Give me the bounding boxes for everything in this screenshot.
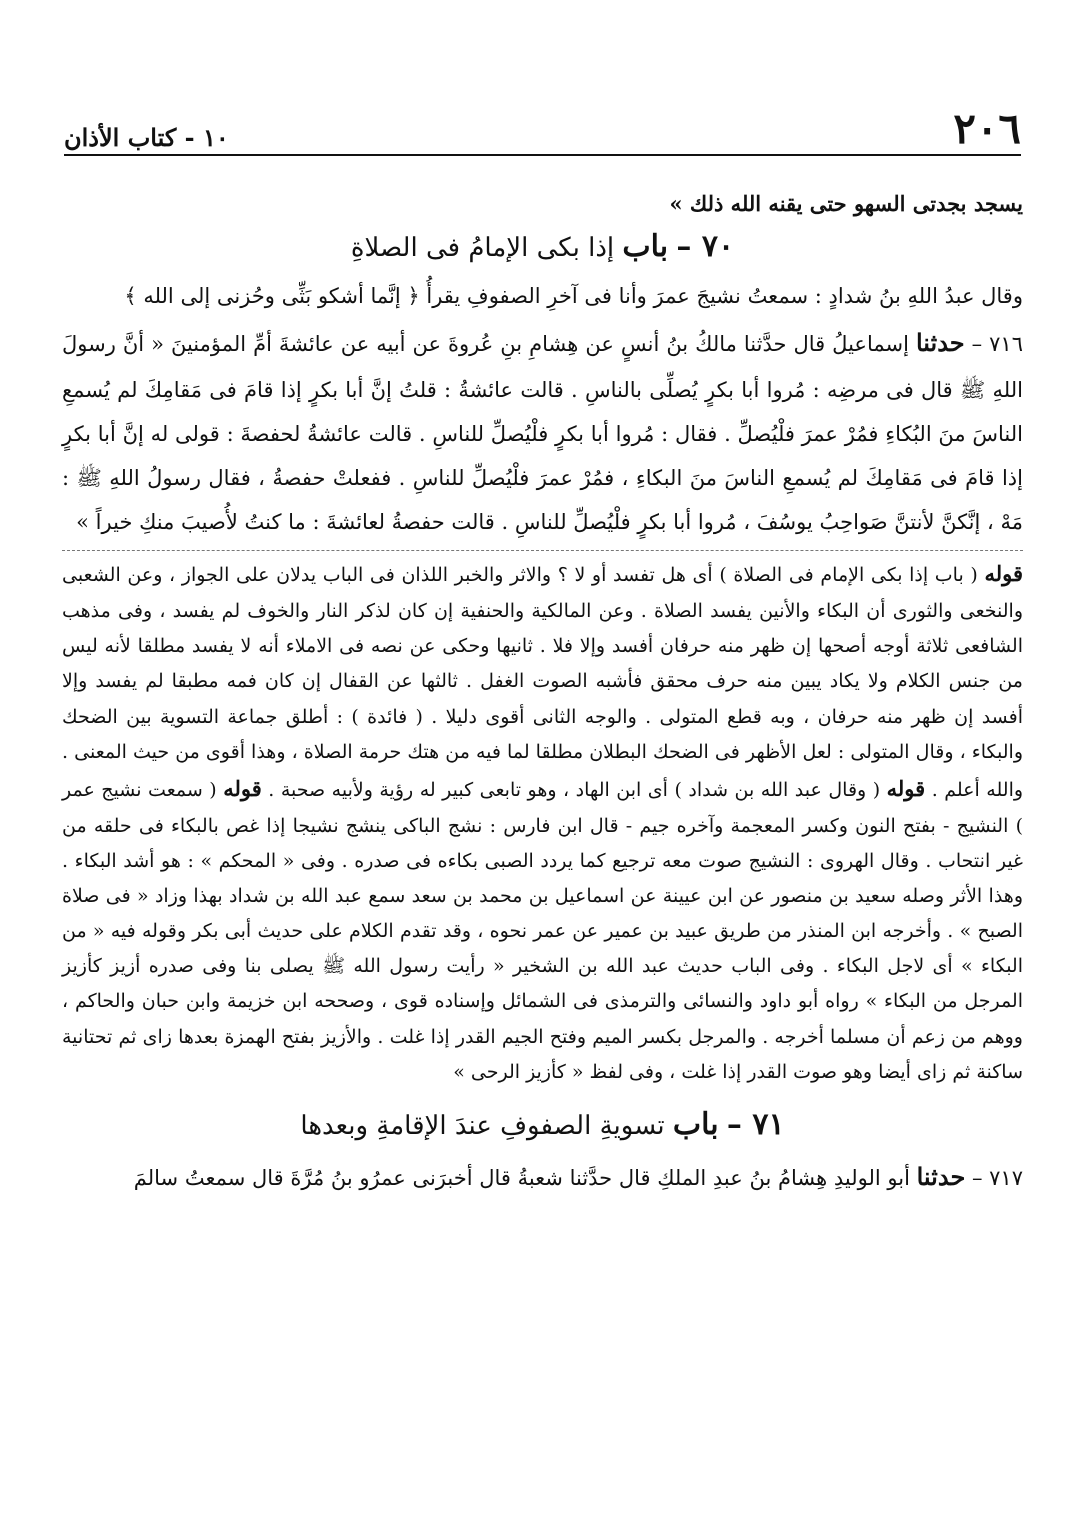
commentary-text: ( باب إذا بكى الإمام فى الصلاة ) أى هل تفسد أو لا ؟ والاثر والخبر اللذان فى الباب يدلان على الجواز ، وعن الشعبى والنخعى والثورى أن البكاء والأنين يفسد الصلاة . وعن المالكية والحنفية إن كان لذكر النار والخوف لم يفسد ، وفى مذهب الشافعى ثلاثة أوجه أصحها إن ظهر منه حرفان أفسد وإلا فلا . ثانيها وحكى عن نصه فى الاملاء أنه لا يفسد مطلقا لأنه ليس من جنس الكلام ولا يكاد يبين منه حرف محقق فأشبه الصوت الغفل . ثالثها عن القفال إن كان فمه مطبقا لم يفسد وإلا أفسد إن ظهر منه حرفان ، وبه قطع المتولى . والوجه الثانى أقوى دليلا . ( فائدة ) : أطلق جماعة التسوية بين الضحك والبكاء ، وقال المتولى : لعل الأظهر فى الضحك البطلان مطلقا لما فيه من هتك حرمة الصلاة ، وهذا أقوى من حيث المعنى . والله أعلم . xyxy=(62,564,1024,801)
chapter-label: باب xyxy=(672,1106,719,1142)
page-header xyxy=(64,100,1021,156)
qawluhu-word: قوله xyxy=(223,775,262,801)
hadith-number: ٧١٦ – xyxy=(971,331,1023,356)
chapter-heading-71 xyxy=(62,1104,1023,1146)
chapter-number: ٧٠ – xyxy=(676,228,735,264)
athar-line: وقال عبدُ اللهِ بنُ شدادٍ : سمعتُ نشيجَ عمرَ وأنا فى آخرِ الصفوفِ يقرأُ ﴿ إنَّما أشكو بَثِّى وحُزنى إلى الله ﴾ xyxy=(124,283,1023,308)
chapter-label: باب xyxy=(622,228,669,264)
hadith-text: أبو الوليدِ هِشامُ بنُ عبدِ الملكِ قال حدَّثنا شعبةُ قال أخبرَنى عمرُو بنُ مُرَّةَ قال سمعتُ سالمَ xyxy=(133,1165,910,1190)
page-content xyxy=(62,188,1023,1202)
chapter-title: تسويةِ الصفوفِ عندَ الإقامةِ وبعدها xyxy=(300,1110,665,1141)
hadith-text: إسماعيلُ قال حدَّثنا مالكُ بنُ أنسٍ عن هِشامِ بنِ عُروةَ عن أبيه عن عائشةَ أمِّ المؤمنينَ « أنَّ رسولَ اللهِ ﷺ قال فى مرضِه : مُروا أبا بكرٍ يُصلِّى بالناسِ . قالت عائشةُ : قلتُ إنَّ أبا بكرٍ إذا قامَ فى مَقامِكَ لم يُسمعِ الناسَ منَ البُكاءِ فمُرْ عمرَ فلْيُصلِّ . فقال : مُروا أبا بكرٍ فلْيُصلِّ للناسِ . قالت عائشةُ لحفصةَ : قولى له إنَّ أبا بكرٍ إذا قامَ فى مَقامِكَ لم يُسمعِ الناسَ منَ البكاءِ ، فمُرْ عمرَ فلْيُصلِّ للناسِ . ففعلتْ حفصةُ ، فقال رسولُ اللهِ ﷺ : مَهْ ، إنَّكنَّ لأنتنَّ صَواحِبُ يوسُفَ ، مُروا أبا بكرٍ فلْيُصلِّ للناسِ . قالت حفصةُ لعائشةَ : ما كنتُ لأُصيبَ منكِ خيراً » xyxy=(62,331,1023,535)
page-number: ٢٠٦ xyxy=(953,104,1021,153)
haddathana-word: حدثنا xyxy=(916,1161,966,1191)
hadith-number: ٧١٧ – xyxy=(971,1165,1023,1190)
commentary-block xyxy=(62,550,1023,1090)
qawluhu-word: قوله xyxy=(984,561,1023,587)
qawluhu-word: قوله xyxy=(886,775,926,801)
chapter-title: إذا بكى الإمامُ فى الصلاةِ xyxy=(350,232,615,263)
haddathana-word: حدثنا xyxy=(915,327,965,357)
hadith-717 xyxy=(62,1152,1023,1202)
hadith-716 xyxy=(62,318,1023,545)
commentary-text: ( وقال عبد الله بن شداد ) أى ابن الهاد ، وهو تابعى كبير له رؤية ولأبيه صحبة . xyxy=(268,778,881,801)
commentary-text: ( سمعت نشيج عمر ) النشيج - بفتح النون وكسر المعجمة وآخره جيم - قال ابن فارس : نشج الباكى ينشج نشيجا إذا غص بالبكاء فى حلقه من غير انتحاب . وقال الهروى : النشيج صوت معه ترجيع كما يردد الصبى بكاءه فى صدره . وفى « المحكم » : هو أشد البكاء . وهذا الأثر وصله سعيد بن منصور عن ابن عيينة عن اسماعيل بن محمد بن سعد سمع عبد الله بن شداد بهذا وزاد « فى صلاة الصبح » . وأخرجه ابن المنذر من طريق عبيد بن عمير عن عمر نحوه ، وقد تقدم الكلام على حديث أبى بكر وقوله فيه « من البكاء » أى لاجل البكاء . وفى الباب حديث عبد الله بن الشخير « رأيت رسول الله ﷺ يصلى بنا وفى صدره أزيز كأزيز المرجل من البكاء » رواه أبو داود والنسائى والترمذى فى الشمائل وإسناده قوى ، وصححه ابن خزيمة وابن حبان والحاكم ، ووهم من زعم أن مسلما أخرجه . والمرجل بكسر الميم وفتح الجيم القدر إذا غلت . والأزيز بفتح الهمزة بعدها زاى ثم تحتانية ساكنة ثم زاى أيضا وهو صوت القدر إذا غلت ، وفى لفظ « كأزيز الرحى » xyxy=(62,778,1023,1083)
chapter-heading-70 xyxy=(62,226,1023,268)
chapter-number: ٧١ – xyxy=(726,1106,785,1142)
intro-line: يسجد بجدتى السهو حتى يقنه الله ذلك » xyxy=(669,191,1023,216)
book-title: ١٠ - كتاب الأذان xyxy=(64,123,229,152)
